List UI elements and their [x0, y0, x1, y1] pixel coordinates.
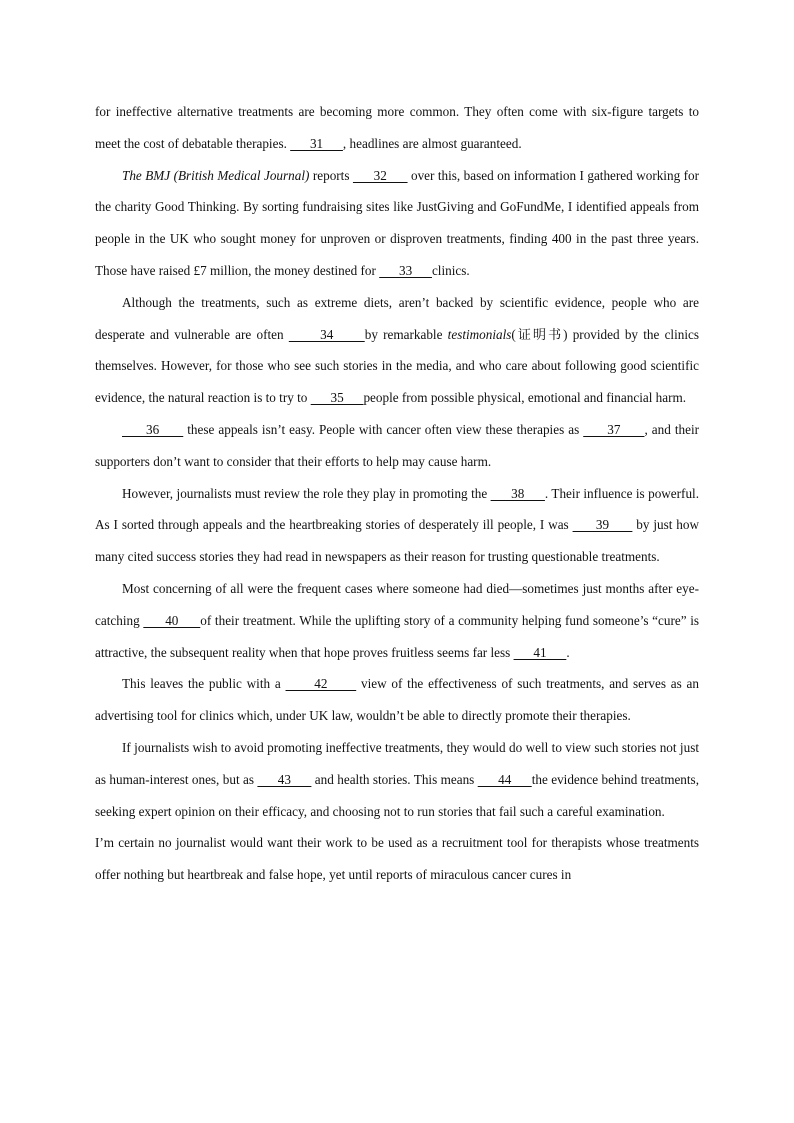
text-segment: (证明书) provided by the clinics themselves. However, for those who see such stories in the media, and who care about following good scientific evidence, the natural reaction is to try to: [95, 326, 699, 406]
italic-text: testimonials: [447, 326, 512, 342]
answer-blank: 40: [143, 612, 201, 628]
paragraph: [95, 287, 699, 414]
text-segment: If journalists wish to avoid promoting ineffective treatments, they would do well to view such stories not just as human-interest ones, but as: [95, 739, 699, 787]
paragraph: [95, 827, 699, 891]
text-segment: I’m certain no journalist would want their work to be used as a recruitment tool for therapists whose treatments offer nothing but heartbreak and false hope, yet until reports of miraculous cancer cures in: [95, 835, 699, 883]
text-segment: for ineffective alternative treatments are becoming more common. They often come with six-figure targets to meet the cost of debatable therapies.: [95, 104, 699, 151]
answer-blank: 34: [288, 326, 365, 342]
text-segment: people from possible physical, emotional and financial harm.: [363, 390, 687, 406]
answer-blank: 42: [285, 676, 357, 692]
answer-blank: 32: [352, 167, 408, 183]
paragraph: [95, 96, 699, 160]
text-segment: and health stories. This means: [311, 771, 478, 787]
document-page: [95, 96, 699, 891]
paragraph: [95, 668, 699, 732]
text-segment: . Their influence is powerful. As I sorted through appeals and the heartbreaking stories of desperately ill people, I was: [95, 485, 700, 533]
answer-blank: 39: [572, 517, 633, 533]
paragraph: [95, 478, 699, 573]
text-segment: reports: [309, 167, 353, 183]
italic-text: The BMJ (British Medical Journal): [122, 167, 310, 183]
paragraph: [95, 160, 699, 287]
answer-blank: 38: [490, 485, 545, 501]
text-segment: these appeals isn’t easy. People with cancer often view these therapies as: [183, 421, 584, 437]
paragraph: [95, 732, 699, 827]
paragraph: [95, 573, 699, 668]
text-segment: Although the treatments, such as extreme diets, aren’t backed by scientific evidence, people who are desperate and vulnerable are often: [95, 294, 699, 342]
answer-blank: 31: [290, 135, 343, 151]
answer-blank: 36: [122, 421, 184, 437]
text-segment: However, journalists must review the role they play in promoting the: [122, 485, 491, 501]
text-segment: , headlines are almost guaranteed.: [342, 135, 522, 151]
text-segment: of their treatment. While the uplifting story of a community helping fund someone’s “cure” is attractive, the subsequent reality when that hope proves fruitless seems far less: [95, 612, 700, 660]
answer-blank: 35: [310, 390, 364, 406]
answer-blank: 43: [257, 771, 312, 787]
paragraph: [95, 414, 699, 478]
text-segment: view of the effectiveness of such treatments, and serves as an advertising tool for clinics which, under UK law, wouldn’t be able to directly promote their therapies.: [95, 676, 700, 724]
answer-blank: 37: [583, 421, 645, 437]
text-segment: over this, based on information I gathered working for the charity Good Thinking. By sorting fundraising sites like JustGiving and GoFundMe, I identified appeals from people in the UK who sought money for unproven or disproven treatments, finding 400 in the past three years. Those have raised £7 million, the money destined for: [95, 167, 699, 278]
text-segment: by remarkable: [364, 326, 448, 342]
answer-blank: 44: [477, 771, 532, 787]
answer-blank: 41: [513, 644, 567, 660]
answer-blank: 33: [379, 262, 432, 278]
text-segment: , and their supporters don’t want to consider that their efforts to help may cause harm.: [95, 421, 700, 469]
text-segment: by just how many cited success stories they had read in newspapers as their reason for trusting questionable treatments.: [95, 517, 699, 565]
text-segment: clinics.: [431, 262, 470, 278]
text-segment: the evidence behind treatments, seeking expert opinion on their efficacy, and choosing not to run stories that fail such a careful examination.: [95, 771, 699, 819]
text-segment: .: [566, 644, 570, 660]
text-segment: This leaves the public with a: [122, 676, 286, 692]
text-segment: Most concerning of all were the frequent cases where someone had died—sometimes just months after eye-catching: [95, 580, 699, 628]
